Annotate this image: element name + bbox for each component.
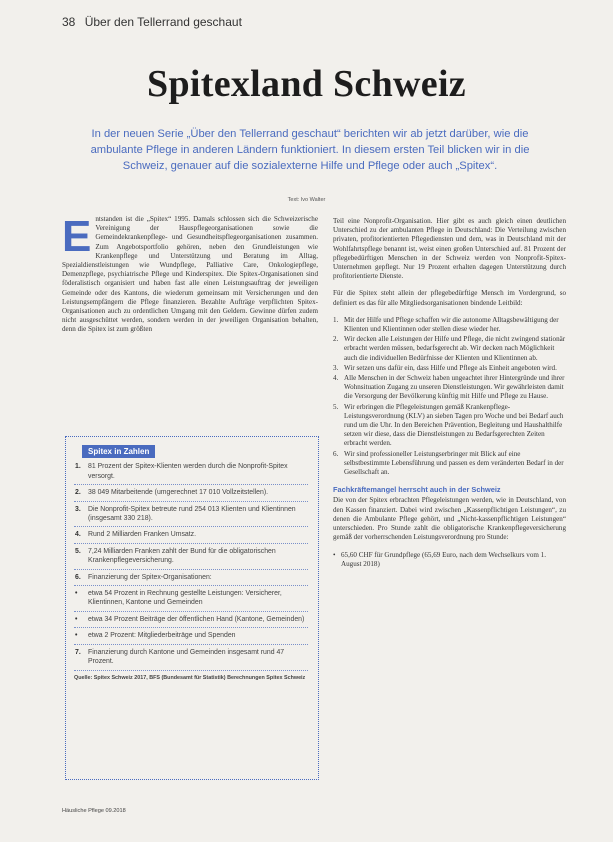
section-title: Über den Tellerrand geschaut bbox=[84, 15, 242, 29]
fact-item: 5. 7,24 Milliarden Franken zahlt der Bund für die obligatorischen Krankenpflegeversicherung. bbox=[74, 547, 308, 570]
fact-item: 7. Finanzierung durch Kantone und Gemeinden insgesamt rund 47 Prozent. bbox=[74, 648, 308, 671]
principle-item: 5. Wir erbringen die Pflegeleistungen gemäß Krankenpflege-Leistungsverordnung (KLV) an sieben Tagen pro Woche und bei Bedarf auch rund um die Uhr. In den Bereichen Prävention, Begleitung und Haushalthilfe setzen wir diese, dass die Dienstleistungen zu Bedarfsgerechten Zeiten erbracht werden. bbox=[333, 402, 564, 448]
facts-box-title: Spitex in Zahlen bbox=[82, 445, 155, 458]
principle-item: 1. Mit der Hilfe und Pflege schaffen wir die autonome Alltagsbewältigung der Klienten und Klientinnen oder stellen diese wieder her. bbox=[333, 315, 559, 334]
running-head bbox=[62, 15, 242, 29]
body-paragraph: Teil eine Nonprofit-Organisation. Hier gibt es auch gleich einen deutlichen Unterschied zu der ambulanten Pflege in Deutschland: Die Verteilung zwischen privaten, profitorientierten Pflegediensten und dem, was in Deutschland mit der Wohlfahrtspflege benannt ist, weist einen großen Unterschied auf. 81 Prozent der pflegebedürftigen Menschen in der Schweiz werden von Nonprofit-Spitex-Unternehmen gepflegt. Nur 19 Prozent erhalten dagegen Unterstützung durch profitorientierte Dienste. bbox=[333, 217, 566, 281]
fact-item: • etwa 34 Prozent Beiträge der öffentlichen Hand (Kantone, Gemeinden) bbox=[74, 615, 308, 628]
article-lead: In der neuen Serie „Über den Tellerrand geschaut“ berichten wir ab jetzt darüber, wie die ambulante Pflege in anderen Ländern funktioniert. In diesem ersten Teil blicken wir in die Schweiz, genauer auf die sozialexterne Hilfe und Pflege oder auch „Spitex“. bbox=[90, 128, 530, 172]
article-title: Spitexland Schweiz bbox=[147, 63, 466, 105]
facts-list bbox=[74, 462, 308, 670]
fact-item: 4. Rund 2 Milliarden Franken Umsatz. bbox=[74, 530, 308, 543]
left-body-text: ntstanden ist die „Spitex“ 1995. Damals schlossen sich die Schweizerische Vereinigung der Hauspflegeorganisationen sowie die Gemeindekrankenpflege- und Gesundheitspflegeorganisationen zusammen. Zum Angebotsportfolio gehören, neben den Grundleistungen wie Krankenpflege und Unterstützung und Beratung im Alltag, Spezialdienstleistungen wie Wundpflege, Palliative Care, Onkologiepflege, Demenzpflege, psychiatrische Pflege und Kinderspitex. Die Spitex-Organisationen sind föderalistisch organisiert und haben fast alle einen Leistungsauftrag der jeweiligen Gemeinde oder des Kantons, die wiederum gemeinsam mit Versicherungen und den Leistungsempfängern die Pflege finanzieren. Bezahlte Aufträge verpflichten Spitex-Organisationen auch zu ordentlichen Umgang mit den Geldern. Gewinne dürfen zudem nicht ausgeschüttet werden, sondern werden in der jeweiligen Organisation behalten, denn die Spitex ist zum größten bbox=[62, 215, 318, 334]
left-column bbox=[62, 212, 318, 335]
facts-source: Quelle: Spitex Schweiz 2017, BFS (Bundesamt für Statistik) Berechnungen Spitex Schweiz bbox=[74, 674, 306, 681]
facts-box bbox=[65, 436, 319, 780]
byline: Text: Ivo Walter bbox=[287, 197, 326, 203]
page-footer: Häusliche Pflege 09.2018 bbox=[62, 808, 126, 814]
principle-item: 3. Wir setzen uns dafür ein, dass Hilfe und Pflege als Einheit angeboten wird. bbox=[333, 363, 557, 372]
body-paragraph: Die von der Spitex erbrachten Pflegeleistungen werden, wie in Deutschland, von den Kassen finanziert. Dabei wird zwischen „Kassenpflichtigen Leistungen“, zu denen die Ambulante Pflege gehört, und „Nicht-kassenpflichtigen Leistungen“ unterschieden. Pro Stunde zahlt die obligatorische Krankenpflegeversicherung gemäß der vorherrschenden Leistungsverordnung pro Stunde: bbox=[333, 496, 566, 542]
fact-item: 3. Die Nonprofit-Spitex betreute rund 254 013 Klienten und Klientinnen (insgesamt 330 218). bbox=[74, 505, 308, 528]
principle-item: 6. Wir sind professioneller Leistungserbringer mit Blick auf eine selbstbestimmte Lebensführung und passen es dem veränderten Bedarf in der Gesellschaft an. bbox=[333, 449, 564, 477]
fact-item: 2. 38 049 Mitarbeitende (umgerechnet 17 010 Vollzeitstellen). bbox=[74, 488, 308, 501]
principles-list bbox=[333, 316, 566, 477]
rate-list bbox=[333, 551, 566, 569]
fact-item: • etwa 54 Prozent in Rechnung gestellte Leistungen: Versicherer, Klientinnen, Kantone und Gemeinden bbox=[74, 589, 308, 612]
principle-item: 2. Wir decken alle Leistungen der Hilfe und Pflege, die nicht zwingend stationär erbracht werden müssen, bedarfsgerecht ab. Wir decken nach Möglichkeit auch die individuellen Bedürfnisse der Klienten und Klientinnen ab. bbox=[333, 335, 566, 362]
fact-item: 6. Finanzierung der Spitex-Organisationen: bbox=[74, 573, 308, 586]
page-number: 38 bbox=[62, 15, 76, 29]
principle-item: 4. Alle Menschen in der Schweiz haben ungeachtet ihrer Hintergründe und ihrer Wohnsituation Zugang zu unseren Dienstleistungen. Wir gewährleisten damit die Versorgung der Bevölkerung künftig mit Hilfe und Pflege zu Hause. bbox=[333, 374, 565, 401]
body-paragraph: Für die Spitex steht allein der pflegebedürftige Mensch im Vordergrund, so definiert es das für alle Mitgliedsorganisationen bindende Leitbild: bbox=[333, 289, 566, 307]
fact-item: 1. 81 Prozent der Spitex-Klienten werden durch die Nonprofit-Spitex versorgt. bbox=[74, 462, 308, 485]
rate-item: • 65,60 CHF für Grundpflege (65,69 Euro, nach dem Wechselkurs vom 1. August 2018) bbox=[333, 550, 546, 568]
right-column bbox=[333, 217, 566, 569]
fact-item: • etwa 2 Prozent: Mitgliederbeiträge und Spenden bbox=[74, 631, 308, 644]
drop-cap: E bbox=[62, 212, 92, 261]
subheading: Fachkräftemangel herrscht auch in der Schweiz bbox=[333, 485, 501, 495]
